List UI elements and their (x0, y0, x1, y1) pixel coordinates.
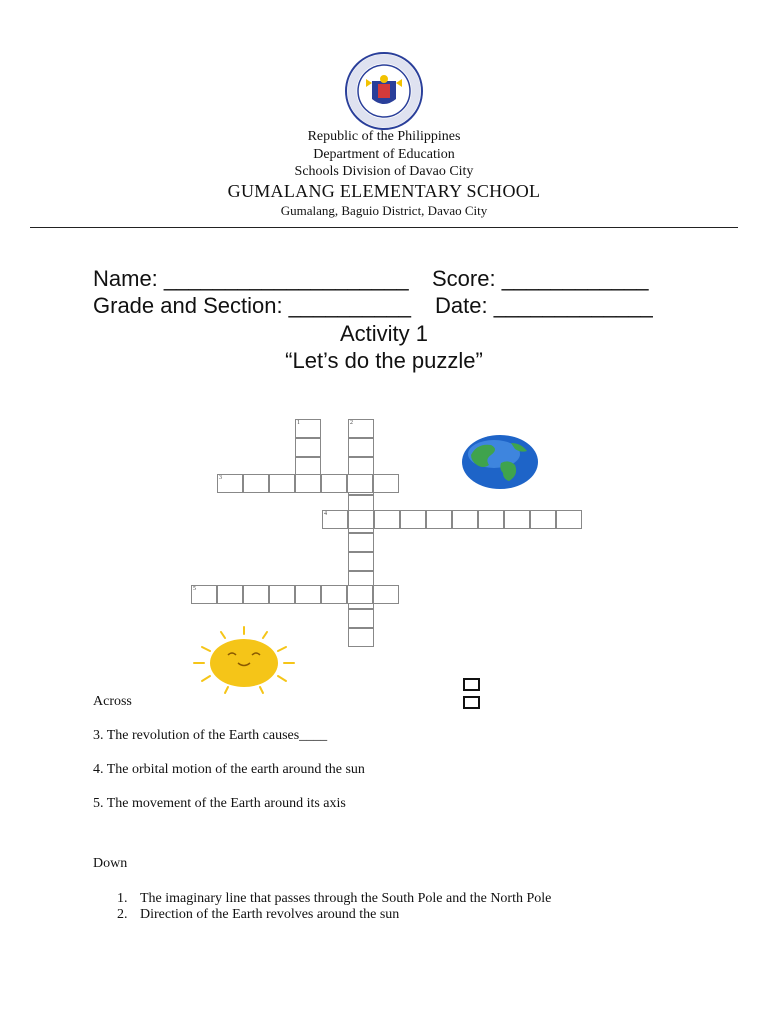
clue-number: 4 (324, 511, 327, 517)
down-clue-1: The imaginary line that passes through the South Pole and the North Pole (140, 891, 552, 906)
crossword-cell[interactable] (373, 474, 399, 493)
checkbox-square (463, 678, 480, 691)
crossword-cell[interactable] (348, 552, 374, 571)
header-school-name: GUMALANG ELEMENTARY SCHOOL (227, 181, 541, 201)
crossword-cell[interactable] (295, 585, 321, 604)
crossword-cell[interactable] (374, 510, 400, 529)
down-clue-2-number: 2. (117, 907, 128, 922)
crossword-cell[interactable] (191, 585, 217, 604)
crossword-cell[interactable] (348, 438, 374, 457)
crossword-cell[interactable] (321, 585, 347, 604)
down-clue-1-number: 1. (117, 891, 128, 906)
crossword-cell[interactable] (347, 474, 373, 493)
down-heading: Down (93, 856, 128, 871)
crossword-cell[interactable] (347, 585, 373, 604)
down-clue-2: Direction of the Earth revolves around the sun (140, 907, 400, 922)
header-department: Department of Education (313, 147, 455, 162)
header-republic: Republic of the Philippines (307, 129, 461, 144)
across-clue-5: 5. The movement of the Earth around its axis (93, 796, 346, 811)
date-field: Date: _____________ (435, 293, 653, 318)
crossword-cell[interactable] (269, 585, 295, 604)
name-field: Name: ____________________ (93, 266, 409, 291)
clue-number: 1 (297, 420, 300, 426)
across-clue-4: 4. The orbital motion of the earth around the sun (93, 762, 365, 777)
checkbox-square (463, 696, 480, 709)
header-division: Schools Division of Davao City (294, 164, 474, 179)
crossword-cell[interactable] (243, 585, 269, 604)
clue-number: 3 (219, 475, 222, 481)
activity-title: Activity 1 (339, 321, 429, 346)
crossword-cell[interactable] (452, 510, 478, 529)
crossword-cell[interactable] (556, 510, 582, 529)
header-address: Gumalang, Baguio District, Davao City (280, 203, 488, 218)
crossword-cell[interactable] (217, 585, 243, 604)
clue-number: 5 (193, 586, 196, 592)
clue-number: 2 (350, 420, 353, 426)
grade-section-field: Grade and Section: __________ (93, 293, 412, 318)
activity-subtitle: “Let’s do the puzzle” (285, 348, 483, 373)
crossword-cell[interactable] (217, 474, 243, 493)
crossword-cell[interactable] (530, 510, 556, 529)
across-clue-3: 3. The revolution of the Earth causes____ (93, 728, 328, 743)
crossword-cell[interactable] (348, 510, 374, 529)
crossword-cell[interactable] (295, 438, 321, 457)
crossword-cell[interactable] (321, 474, 347, 493)
crossword-cell[interactable] (348, 533, 374, 552)
crossword-cell[interactable] (348, 628, 374, 647)
crossword-cell[interactable] (373, 585, 399, 604)
crossword-cell[interactable] (269, 474, 295, 493)
crossword-cell[interactable] (295, 474, 321, 493)
earth-globe-icon (461, 433, 539, 491)
across-heading: Across (93, 694, 132, 709)
crossword-cell[interactable] (243, 474, 269, 493)
crossword-cell[interactable] (322, 510, 348, 529)
crossword-cell[interactable] (348, 419, 374, 438)
crossword-cell[interactable] (348, 609, 374, 628)
crossword-cell[interactable] (295, 419, 321, 438)
crossword-cell[interactable] (504, 510, 530, 529)
smiling-sun-icon (188, 625, 300, 695)
score-field: Score: ____________ (432, 266, 649, 291)
crossword-cell[interactable] (478, 510, 504, 529)
crossword-cell[interactable] (400, 510, 426, 529)
crossword-cell[interactable] (426, 510, 452, 529)
